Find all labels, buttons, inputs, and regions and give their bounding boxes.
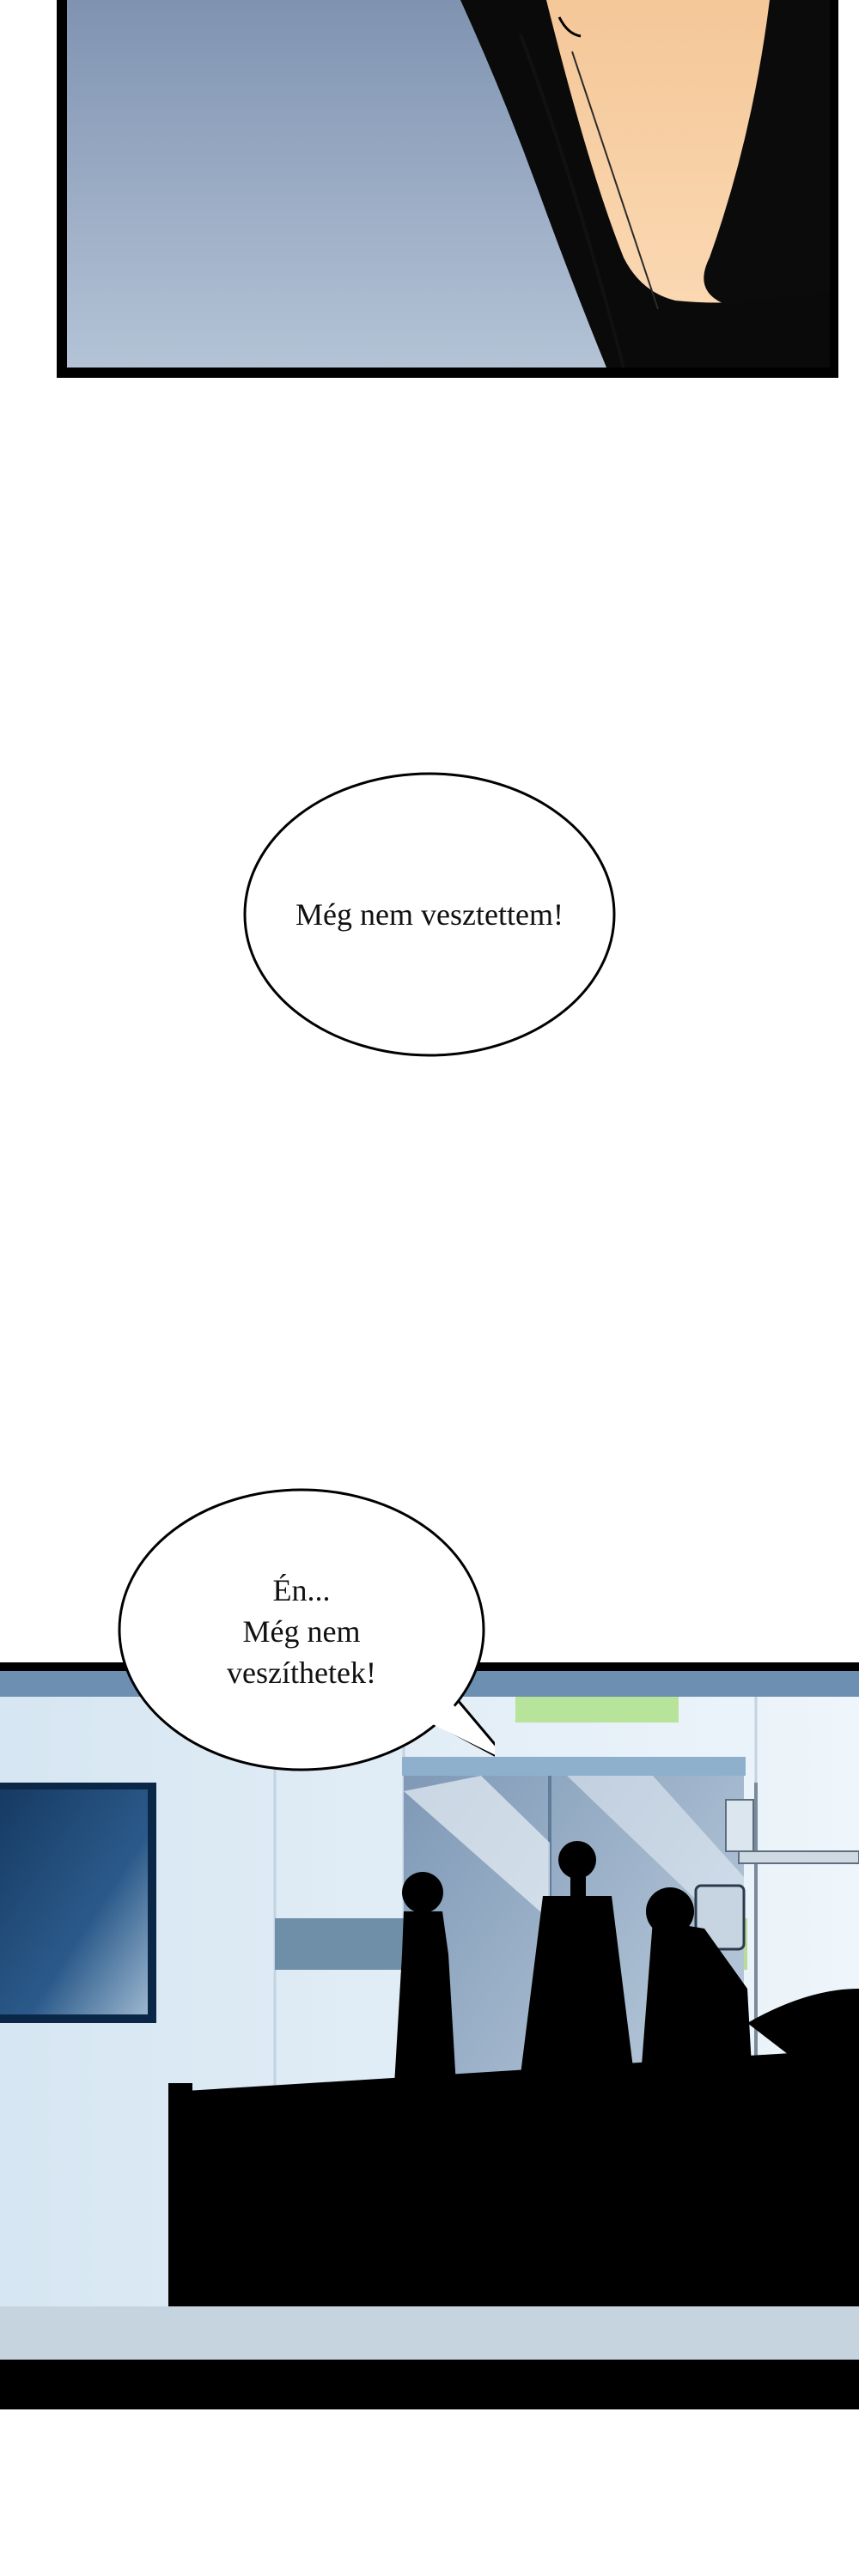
speech-line: Én... <box>272 1573 331 1607</box>
speech-line: Még nem vesztettem! <box>295 897 564 932</box>
speech-bubble-1 <box>241 769 618 1060</box>
speech-line: veszíthetek! <box>227 1656 376 1690</box>
closeup-art <box>57 0 838 378</box>
speech-bubble-2 <box>117 1485 495 1777</box>
speech-line: Még nem <box>242 1614 361 1649</box>
speech-bubble-1-text <box>241 769 618 1060</box>
speech-bubble-2-text <box>117 1485 486 1777</box>
panel-top-closeup <box>57 0 838 378</box>
